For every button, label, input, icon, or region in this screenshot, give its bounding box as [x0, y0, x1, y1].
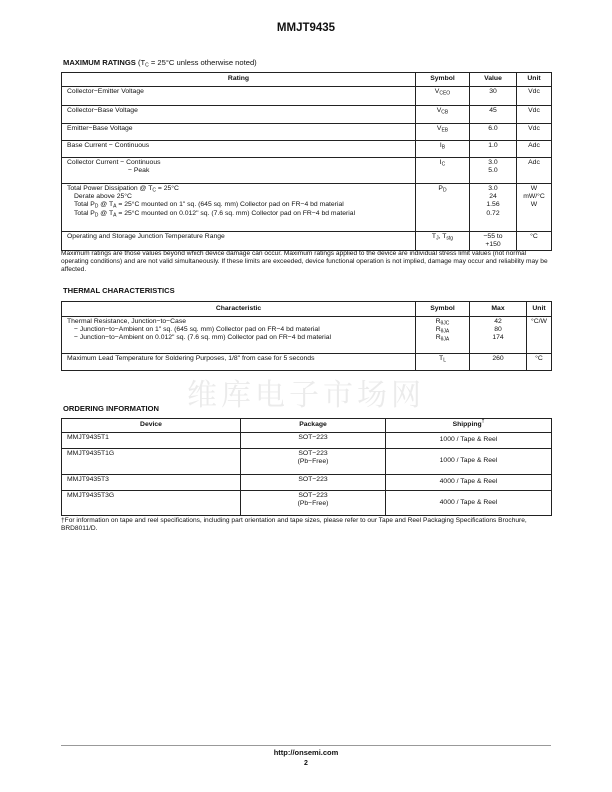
package-cell: SOT−223 (Pb−Free)	[241, 491, 386, 516]
symbol-cell: $V_{CEO}$	[416, 87, 470, 106]
shipping-cell: 4000 / Tape & Reel	[386, 475, 552, 491]
unit-cell: °C/W	[527, 317, 552, 354]
heading-text: MAXIMUM RATINGS	[63, 58, 136, 67]
characteristic-cell: Thermal Resistance, Junction−to−Case − Junction−to−Ambient on 1" sq. (645 sq. mm) Collector pad on FR−4 bd material − Junction−to−Ambient on 0.012" sq. (7.6 sq. mm) Collector pad on FR−4 bd material	[62, 317, 416, 354]
unit-cell: °C	[517, 232, 552, 251]
unit-cell: Vdc	[517, 87, 552, 106]
thermal-heading: THERMAL CHARACTERISTICS	[63, 286, 175, 295]
table-row	[62, 106, 552, 124]
header-characteristic: Characteristic	[62, 302, 416, 317]
table-header	[62, 302, 552, 317]
table-row	[62, 124, 552, 141]
table-row	[62, 475, 552, 491]
thermal-table	[61, 301, 552, 371]
rating-cell: Base Current − Continuous	[62, 141, 416, 158]
rating-cell: Operating and Storage Junction Temperature Range	[62, 232, 416, 251]
max-ratings-heading	[63, 58, 257, 67]
table-row	[62, 491, 552, 516]
value-cell: 3.0 24 1.56 0.72	[470, 184, 517, 232]
unit-cell: Vdc	[517, 124, 552, 141]
max-cell: 42 80 174	[470, 317, 527, 354]
max-ratings-table	[61, 72, 552, 251]
header-unit: Unit	[527, 302, 552, 317]
characteristic-cell: Maximum Lead Temperature for Soldering Purposes, 1/8" from case for 5 seconds	[62, 354, 416, 371]
shipping-cell: 1000 / Tape & Reel	[386, 449, 552, 475]
unit-cell: W mW/°C W	[517, 184, 552, 232]
max-cell: 260	[470, 354, 527, 371]
footer-divider	[61, 745, 551, 746]
rating-cell: Total Power Dissipation @ $T_C = 25^\circ C$ Derate above 25°C Total $P_D$ @ $T_A = 25^\circ C$ mounted on 1" sq. (645 sq. mm) Collector pad on FR−4 bd material Total $P_D$ @ $T_A = 25^\circ C$ mounted on 0.012" sq. (7.6 sq. mm) Collector pad on FR−4 bd material	[62, 184, 416, 232]
symbol-cell: $I_C$	[416, 158, 470, 184]
symbol-cell: $I_B$	[416, 141, 470, 158]
rating-cell: Collector Current − Continuous − Peak	[62, 158, 416, 184]
header-value: Value	[470, 73, 517, 87]
symbol-cell: $P_D$	[416, 184, 470, 232]
header-unit: Unit	[517, 73, 552, 87]
unit-cell: Vdc	[517, 106, 552, 124]
symbol-cell: $R_{\theta JC}$ $R_{\theta JA}$ $R_{\theta JA}$	[416, 317, 470, 354]
package-cell: SOT−223	[241, 433, 386, 449]
footer-url-link[interactable]: http://onsemi.com	[273, 748, 339, 757]
header-symbol: Symbol	[416, 73, 470, 87]
table-row	[62, 141, 552, 158]
value-cell: 30	[470, 87, 517, 106]
device-cell: MMJT9435T3	[62, 475, 241, 491]
value-cell: 3.0 5.0	[470, 158, 517, 184]
symbol-cell: $T_J$, $T_{stg}$	[416, 232, 470, 251]
unit-cell: °C	[527, 354, 552, 371]
table-row	[62, 354, 552, 371]
table-row	[62, 449, 552, 475]
shipping-cell: 1000 / Tape & Reel	[386, 433, 552, 449]
package-cell: SOT−223	[241, 475, 386, 491]
package-cell: SOT−223 (Pb−Free)	[241, 449, 386, 475]
value-cell: 45	[470, 106, 517, 124]
header-symbol: Symbol	[416, 302, 470, 317]
symbol-cell: $V_{EB}$	[416, 124, 470, 141]
ordering-table	[61, 418, 552, 516]
header-shipping: Shipping†	[386, 419, 552, 433]
symbol-cell: $V_{CB}$	[416, 106, 470, 124]
device-cell: MMJT9435T1G	[62, 449, 241, 475]
table-row	[62, 232, 552, 251]
device-cell: MMJT9435T3G	[62, 491, 241, 516]
rating-cell: Emitter−Base Voltage	[62, 124, 416, 141]
shipping-cell: 4000 / Tape & Reel	[386, 491, 552, 516]
watermark: 维库电子市场网	[187, 378, 425, 413]
header-device: Device	[62, 419, 241, 433]
unit-cell: Adc	[517, 141, 552, 158]
device-cell: MMJT9435T1	[62, 433, 241, 449]
ordering-heading: ORDERING INFORMATION	[63, 404, 160, 413]
rating-cell: Collector−Emitter Voltage	[62, 87, 416, 106]
page-number: 2	[304, 760, 308, 767]
symbol-cell: $T_L$	[416, 354, 470, 371]
value-cell: 1.0	[470, 141, 517, 158]
table-header	[62, 419, 552, 433]
header-package: Package	[241, 419, 386, 433]
value-cell: −55 to +150	[470, 232, 517, 251]
table-row	[62, 87, 552, 106]
table-row	[62, 433, 552, 449]
header-rating: Rating	[62, 73, 416, 87]
unit-cell: Adc	[517, 158, 552, 184]
table-header	[62, 73, 552, 87]
max-ratings-note: Maximum ratings are those values beyond which device damage can occur. Maximum ratings applied to the device are individual stress limit values (not normal operating conditions) and are not valid simultaneously. If these limits are exceeded, device functional operation is not implied, damage may occur and reliability may be affected.	[61, 250, 548, 274]
header-max: Max	[470, 302, 527, 317]
table-row	[62, 317, 552, 354]
page-title: MMJT9435	[276, 22, 336, 34]
table-row	[62, 158, 552, 184]
value-cell: 6.0	[470, 124, 517, 141]
ordering-footnote: †For information on tape and reel specifications, including part orientation and tape sizes, please refer to our Tape and Reel Packaging Specifications Brochure, BRD8011/D.	[61, 517, 527, 533]
condition-text: ($T_C = 25^\circ C$ unless otherwise noted)	[137, 58, 257, 69]
rating-cell: Collector−Base Voltage	[62, 106, 416, 124]
table-row	[62, 184, 552, 232]
